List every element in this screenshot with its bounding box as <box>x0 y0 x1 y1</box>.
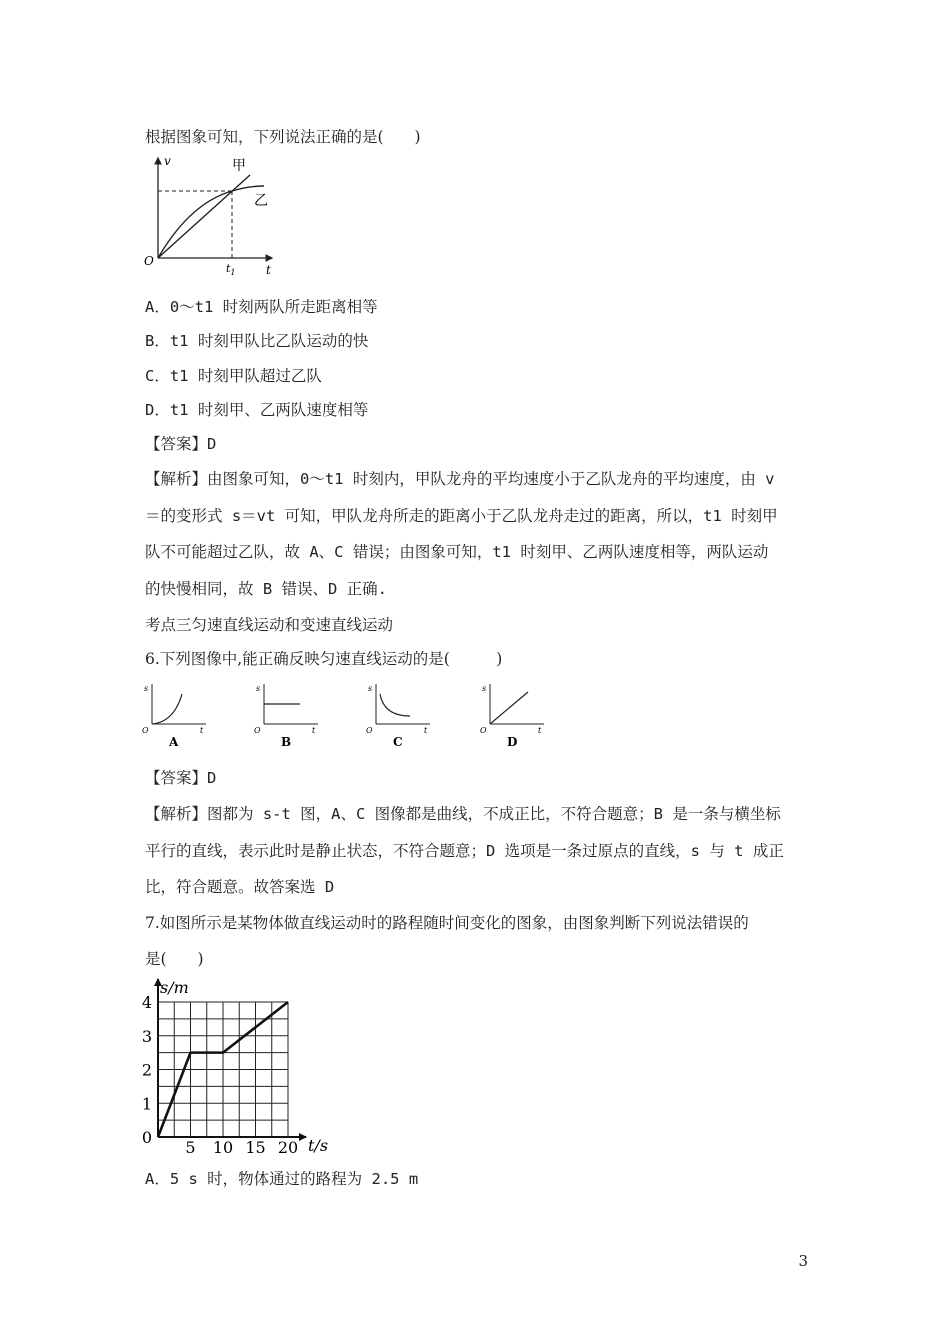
q6-label-a: A <box>169 735 179 748</box>
q6-graph-c <box>364 680 439 748</box>
q5-option-c: C．t1 时刻甲队超过乙队 <box>145 367 322 385</box>
svg-text:O: O <box>366 726 373 735</box>
q6-label-b: B <box>281 735 292 748</box>
svg-text:s: s <box>482 684 487 693</box>
q7-stem-line: 是( ) <box>145 950 204 968</box>
q5-analysis-line: 【解析】由图象可知，0～t1 时刻内，甲队龙舟的平均速度小于乙队龙舟的平均速度，由 v <box>145 470 775 488</box>
q7-option-a: A．5 s 时，物体通过的路程为 2.5 m <box>145 1170 419 1188</box>
svg-text:O: O <box>142 726 149 735</box>
svg-text:O: O <box>480 726 487 735</box>
svg-text:s: s <box>144 684 149 693</box>
q5-option-d: D．t1 时刻甲、乙两队速度相等 <box>145 401 369 419</box>
q6-analysis-line: 【解析】图都为 s-t 图，A、C 图像都是曲线，不成正比，不符合题意；B 是一条与横坐标 <box>145 805 781 823</box>
y-tick-label: 4 <box>141 993 153 1012</box>
y-tick-label: 0 <box>141 1128 153 1147</box>
q7-st-chart <box>138 975 338 1160</box>
svg-text:O: O <box>254 726 261 735</box>
page-number: 3 <box>798 1252 808 1270</box>
q6-graph-a <box>140 680 215 748</box>
t1-label: $t_1$ <box>226 262 236 277</box>
curve-yi <box>158 186 264 258</box>
q5-option-b: B．t1 时刻甲队比乙队运动的快 <box>145 332 369 350</box>
q6-analysis-line: 比，符合题意。故答案选 D <box>145 878 335 896</box>
section-title: 考点三匀速直线运动和变速直线运动 <box>145 616 394 634</box>
y-axis-label: s/m <box>160 978 189 997</box>
q5-answer: 【答案】D <box>145 435 217 453</box>
y-tick-label: 3 <box>141 1026 153 1046</box>
origin-label: O <box>144 254 154 268</box>
q5-analysis-line: ＝的变形式 s＝vt 可知，甲队龙舟所走的距离小于乙队龙舟走过的距离，所以，t1 时刻甲 <box>145 507 778 525</box>
x-tick-label: 20 <box>277 1138 299 1157</box>
q7-stem-line: 7.如图所示是某物体做直线运动时的路程随时间变化的图象，由图象判断下列说法错误的 <box>145 914 749 932</box>
q6-label-c: C <box>393 735 403 748</box>
x-tick-label: 5 <box>185 1138 196 1157</box>
x-axis-arrow <box>299 1133 307 1141</box>
svg-text:s: s <box>368 684 373 693</box>
line-jia <box>158 175 250 258</box>
v-axis-label: v <box>164 155 171 168</box>
svg-text:t: t <box>200 726 204 735</box>
svg-text:t: t <box>424 726 428 735</box>
x-tick-label: 15 <box>245 1138 266 1157</box>
q6-graph-b <box>252 680 327 748</box>
q6-graph-d <box>478 680 553 748</box>
q5-analysis-line: 的快慢相同，故 B 错误、D 正确. <box>145 580 387 598</box>
q5-stem: 根据图象可知，下列说法正确的是( ) <box>145 128 421 146</box>
x-axis-label: t/s <box>308 1136 329 1155</box>
t-axis-label: t <box>266 263 271 277</box>
y-tick-label: 1 <box>141 1094 153 1114</box>
q5-vt-graph <box>140 155 280 280</box>
x-tick-label: 10 <box>212 1138 234 1157</box>
svg-text:s: s <box>256 684 261 693</box>
q6-label-d: D <box>507 735 518 748</box>
q6-stem: 6.下列图像中,能正确反映匀速直线运动的是( ) <box>145 650 503 668</box>
q5-option-a: A．0～t1 时刻两队所走距离相等 <box>145 298 378 316</box>
label-yi: 乙 <box>254 193 268 209</box>
label-jia: 甲 <box>232 158 246 174</box>
q6-analysis-line: 平行的直线，表示此时是静止状态，不符合题意；D 选项是一条过原点的直线，s 与 t 成正 <box>145 842 784 860</box>
q5-analysis-line: 队不可能超过乙队，故 A、C 错误；由图象可知，t1 时刻甲、乙两队速度相等，两队运动 <box>145 543 769 561</box>
q6-answer: 【答案】D <box>145 769 217 787</box>
svg-text:t: t <box>538 726 542 735</box>
y-tick-label: 2 <box>141 1060 153 1080</box>
svg-text:t: t <box>312 726 316 735</box>
